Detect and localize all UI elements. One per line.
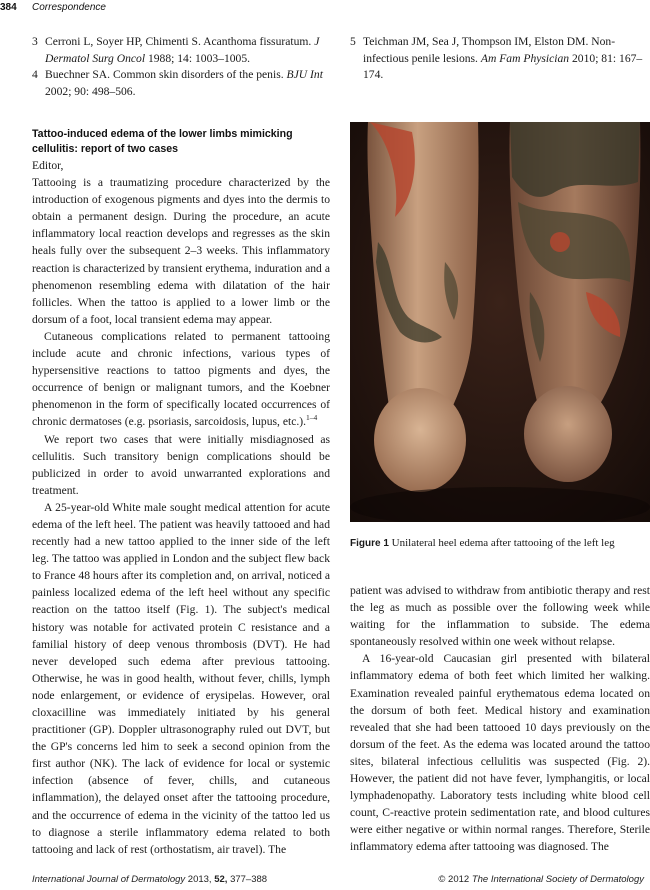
right-column-references <box>350 34 648 84</box>
footer-year: 2013, <box>187 874 212 885</box>
footer-volume: 52, <box>214 874 228 885</box>
reference-list-right <box>350 34 648 84</box>
article-title: Tattoo-induced edema of the lower limbs mimicking cellulitis: report of two cases <box>32 128 293 155</box>
reference-authors: Cerroni L, Soyer HP, Chimenti S. Acanthoma fissuratum. <box>45 35 312 48</box>
paragraph-5: patient was advised to withdraw from antibiotic therapy and rest the leg as much as possible over the following week while waiting for the inflammation to subside. The edema spontaneously resolved within one week without relapse. <box>350 584 650 649</box>
reference-journal: BJU Int <box>286 68 323 81</box>
citation-superscript: 1–4 <box>306 413 318 423</box>
reference-number: 5 <box>350 35 356 48</box>
paragraph-3: We report two cases that were initially misdiagnosed as cellulitis. Such transitory benign complications should be publicized in order to avoid unwarranted explorations and treatment. <box>32 432 330 497</box>
salutation: Editor, <box>32 159 64 172</box>
figure-1 <box>350 122 650 551</box>
right-column-text <box>350 582 650 856</box>
journal-citation <box>32 874 267 885</box>
section-name: Correspondence <box>32 2 106 13</box>
reference-journal: J Dermatol Surg Oncol <box>45 35 320 65</box>
footer-journal-name: International Journal of Dermatology <box>32 874 186 885</box>
reference-journal: Am Fam Physician <box>480 51 570 65</box>
reference-authors: Teichman JM, Sea J, Thompson IM, Elston DM. Non-infectious penile lesions. <box>363 35 616 65</box>
figure-label: Figure 1 <box>350 538 389 549</box>
paragraph-2-text: Cutaneous complications related to permanent tattooing include acute and chronic infections, various types of hypersensitive reactions to tattoo pigments and dyes, the occurrence of benign or malignant tumors, and the Koebner phenomenon in the form of specifically located occurrences of chronic dermatoses (e.g. psoriasis, sarcoidosis, lupus, etc.). <box>32 329 330 429</box>
running-header <box>0 2 650 16</box>
copyright-notice <box>438 874 644 885</box>
figure-1-photo <box>350 122 650 522</box>
copyright-year: © 2012 <box>438 874 470 885</box>
reference-list-left <box>32 34 330 100</box>
reference-details: 2002; 90: 498–506. <box>45 84 136 98</box>
reference-details: 1988; 14: 1003–1005. <box>147 51 251 65</box>
reference-number: 4 <box>32 68 38 81</box>
paragraph-4: A 25-year-old White male sought medical attention for acute edema of the left heel. The patient was heavily tattooed and had recently had a new tattoo applied to the inner side of the left leg. The tattoo was applied in London and the subject flew back to France 48 hours after its completion and, on arrival, noticed a painless localized edema of the left heel without any specific reaction on the tattoo itself (Fig. 1). The subject's medical history was notable for activated protein C resistance and a familial history of deep venous thrombosis (DVT). He had never developed such edema after previous tattooing. Otherwise, he was in good health, without fever, chills, lymph node enlargement, or evidence of erysipelas. However, oral cloxacilline was immediately initiated by his general practitioner (GP). Doppler ultrasonography ruled out DVT, but the GP's concerns led him to seek a second opinion from the first author (NK). The lack of evidence for local or systemic infection (absence of fever, chills, and cutaneous inflammation), the delayed onset after the tattooing procedure, and the occurrence of edema in the vicinity of the tattoo led us to diagnose a sterile inflammatory edema related to both tattooing and lack of rest (orthostatism, air travel). The <box>32 500 330 856</box>
reference-3 <box>32 34 330 67</box>
paragraph-1: Tattooing is a traumatizing procedure characterized by the introduction of exogenous pigments and dyes into the dermis to obtain a permanent design. During the procedure, an acute inflammatory local reaction develops and regresses as the skin heals fully over the subsequent 2–3 weeks. This inflammatory reaction is characterized by transient erythema, induration and a phenomenon resembling edema with dilatation of the hair follicles. When the tattoo is applied to a lower limb or the dorsum of a foot, local transient edema may appear. <box>32 176 330 326</box>
article-start <box>32 127 330 858</box>
page-footer <box>32 874 644 888</box>
reference-5 <box>350 34 648 84</box>
society-name: The International Society of Dermatology <box>471 874 644 885</box>
footer-pages: 377–388 <box>230 874 268 885</box>
figure-caption-text: Unilateral heel edema after tattooing of the left leg <box>391 537 615 549</box>
left-column <box>32 34 330 858</box>
reference-details: 2010; 81: 167–174. <box>363 51 643 81</box>
figure-1-caption <box>350 536 650 551</box>
paragraph-6: A 16-year-old Caucasian girl presented with bilateral inflammatory edema of both feet which limited her walking. Examination revealed painful erythematous edema located on the dorsum of both feet. Medical history and examination revealed that she had been tattooed 10 days previously on the dorsum of the feet. As the edema was located around the tattoo sites, bilateral infectious cellulitis was suspected (Fig. 2). However, the patient did not have fever, lymphangitis, or local lymphadenopathy. Laboratory tests including white blood cell count, C-reactive protein sedimentation rate, and blood cultures were either negative or within normal ranges. Therefore, Sterile inflammatory edema after tattooing was diagnosed. The <box>350 652 650 854</box>
reference-4 <box>32 67 330 100</box>
reference-authors: Buechner SA. Common skin disorders of the penis. <box>45 68 284 81</box>
paragraph-2 <box>32 328 330 431</box>
reference-number: 3 <box>32 35 38 48</box>
page-number: 384 <box>0 2 17 13</box>
